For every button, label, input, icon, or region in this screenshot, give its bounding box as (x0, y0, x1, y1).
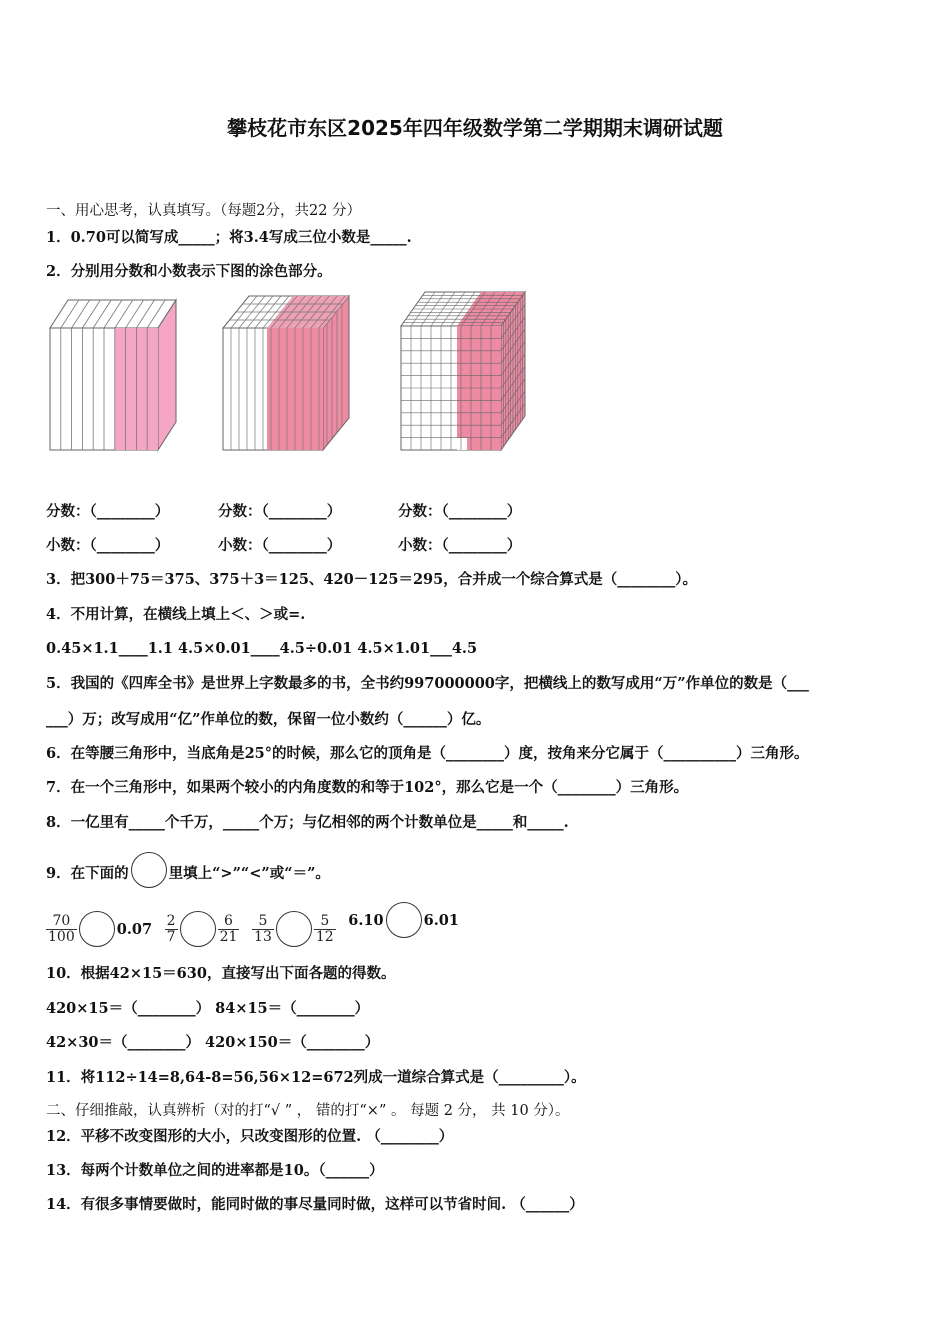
question-5-line-2: ___）万；改写成用“亿”作单位的数，保留一位小数约（______）亿。 (46, 711, 491, 728)
answer-circle[interactable] (79, 911, 115, 947)
answer-circle[interactable] (386, 902, 422, 938)
q2-decimal-2: 小数：（________） (218, 537, 342, 554)
question-8: 8．一亿里有_____个千万，_____个万；与亿相邻的两个计数单位是_____和_____. (46, 814, 569, 831)
q2-fraction-1: 分数：（________） (46, 503, 170, 520)
q2-decimal-3: 小数：（________） (398, 537, 522, 554)
question-11: 11．将112÷14=8,64-8=56,56×12=672列成一道综合算式是（_________）。 (46, 1069, 586, 1086)
question-12: 12．平移不改变图形的大小，只改变图形的位置. （________） (46, 1128, 454, 1145)
question-9: 9．在下面的 里填上“>”“<”或“＝”。 (46, 856, 330, 892)
question-10-row-1: 420×15＝（________） 84×15＝（________） (46, 1000, 370, 1017)
question-4-items: 0.45×1.1____1.1 4.5×0.01____4.5÷0.01 4.5×1.01___4.5 (46, 640, 478, 657)
q2-shaded-figures (46, 290, 546, 460)
figure-tenths-block (50, 300, 176, 450)
question-7: 7．在一个三角形中，如果两个较小的内角度数的和等于102°，那么它是一个（________）三角形。 (46, 779, 689, 796)
q2-decimal-1: 小数：（________） (46, 537, 170, 554)
answer-circle[interactable] (180, 911, 216, 947)
question-10: 10．根据42×15＝630，直接写出下面各题的得数。 (46, 965, 396, 982)
question-5-line-1: 5．我国的《四库全书》是世界上字数最多的书，全书约997000000字，把横线上的数写成用“万”作单位的数是（___ (46, 675, 809, 692)
question-2: 2．分别用分数和小数表示下图的涂色部分。 (46, 263, 332, 280)
q9-compare-b: $\frac{2}{7}$ $\frac{6}{21}$ (165, 911, 240, 947)
question-1: 1．0.70可以简写成_____；将3.4写成三位小数是_____. (46, 229, 412, 246)
q9-compare-a: $\frac{70}{100}$ 0.07 (46, 911, 152, 947)
question-6: 6．在等腰三角形中，当底角是25°的时候，那么它的顶角是（________）度，按角来分它属于（__________）三角形。 (46, 745, 809, 762)
q2-fraction-3: 分数：（________） (398, 503, 522, 520)
q9-compare-c: $\frac{5}{13}$ $\frac{5}{12}$ (252, 911, 336, 947)
figure-hundredths-block (223, 296, 349, 450)
page-title: 攀枝花市东区2025年四年级数学第二学期期末调研试题 (227, 116, 723, 140)
section-2-heading: 二、仔细推敲，认真辨析（对的打“√ ” ， 错的打“×” 。 每题 2 分， 共 10 分）。 (46, 1103, 570, 1119)
question-9-items (46, 902, 467, 946)
answer-circle[interactable] (276, 911, 312, 947)
question-14: 14．有很多事情要做时，能同时做的事尽量同时做，这样可以节省时间. （______） (46, 1196, 584, 1213)
question-3: 3．把300＋75＝375、375＋3＝125、420－125＝295，合并成一个综合算式是（________）。 (46, 571, 697, 588)
figure-thousandths-block (401, 292, 525, 450)
question-10-row-2: 42×30＝（________） 420×150＝（________） (46, 1034, 380, 1051)
circle-placeholder (131, 852, 167, 888)
q9-compare-d: 6.10 6.01 (348, 902, 459, 938)
question-4: 4．不用计算，在横线上填上＜、＞或=. (46, 606, 306, 623)
section-1-heading: 一、用心思考，认真填写。（每题2分，共22 分） (46, 203, 362, 219)
q2-fraction-2: 分数：（________） (218, 503, 342, 520)
question-13: 13．每两个计数单位之间的进率都是10。（______） (46, 1162, 384, 1179)
